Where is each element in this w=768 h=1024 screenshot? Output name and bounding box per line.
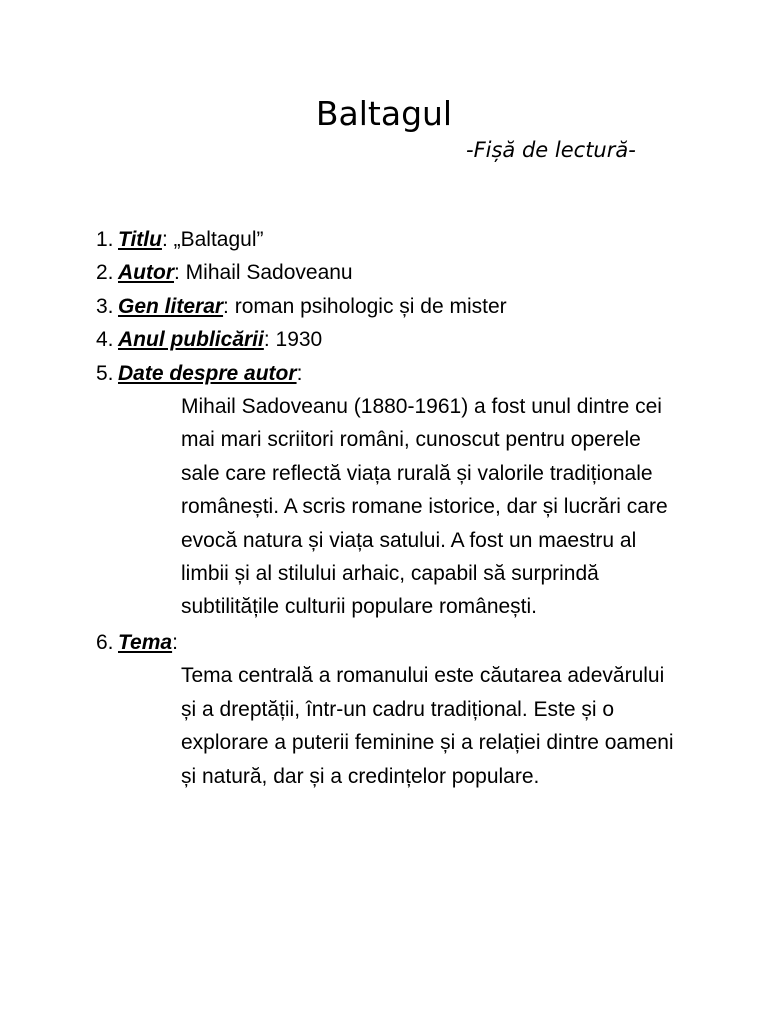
item-separator: :	[172, 630, 178, 654]
item-number: 6.	[96, 630, 114, 654]
item-number: 5.	[96, 361, 114, 385]
theme-paragraph: Tema centrală a romanului este căutarea adevărului și a dreptății, într-un cadru tradițional. Este și o explorare a puterii feminine și a relației dintre oameni și natură, dar și a credințelor populare.	[181, 664, 674, 788]
list-item-title	[96, 223, 696, 256]
item-number: 4.	[96, 328, 114, 352]
item-separator: :	[174, 261, 186, 285]
list-item-author-details	[96, 357, 696, 390]
item-label: Date despre autor	[118, 361, 297, 385]
item-value: roman psihologic și de mister	[234, 294, 507, 318]
document-title: Baltagul	[315, 94, 453, 133]
list-item-year	[96, 323, 696, 356]
item-number: 3.	[96, 294, 114, 318]
item-label: Anul publicării	[118, 328, 264, 352]
item-label: Tema	[118, 630, 173, 654]
item-separator: :	[296, 361, 303, 385]
item-separator: :	[223, 294, 235, 318]
item-value: Mihail Sadoveanu	[185, 261, 353, 285]
list-item-genre	[96, 290, 696, 323]
item-value: 1930	[275, 328, 323, 352]
author-paragraph: Mihail Sadoveanu (1880-1961) a fost unul dintre cei mai mari scriitori români, cunoscut pentru operele sale care reflectă viața rurală și valorile tradiționale românești. A scris romane istorice, dar și lucrări care evocă natura și viața satului. A fost un maestru al limbii și al stilului arhaic, capabil să surprindă subtilitățile culturii populare românești.	[181, 395, 668, 619]
item-label: Gen literar	[118, 294, 224, 318]
list-item-theme	[96, 626, 696, 659]
reading-sheet-list	[96, 223, 696, 793]
item-value: „Baltagul”	[173, 228, 264, 251]
item-label: Titlu	[118, 228, 162, 251]
item-separator: :	[161, 228, 174, 251]
item-separator: :	[263, 328, 276, 352]
item-number: 1.	[96, 228, 114, 251]
list-item-author	[96, 256, 696, 289]
item-label: Autor	[118, 261, 174, 285]
item-number: 2.	[96, 261, 114, 285]
document-subtitle: -Fișă de lectură-	[466, 138, 636, 162]
